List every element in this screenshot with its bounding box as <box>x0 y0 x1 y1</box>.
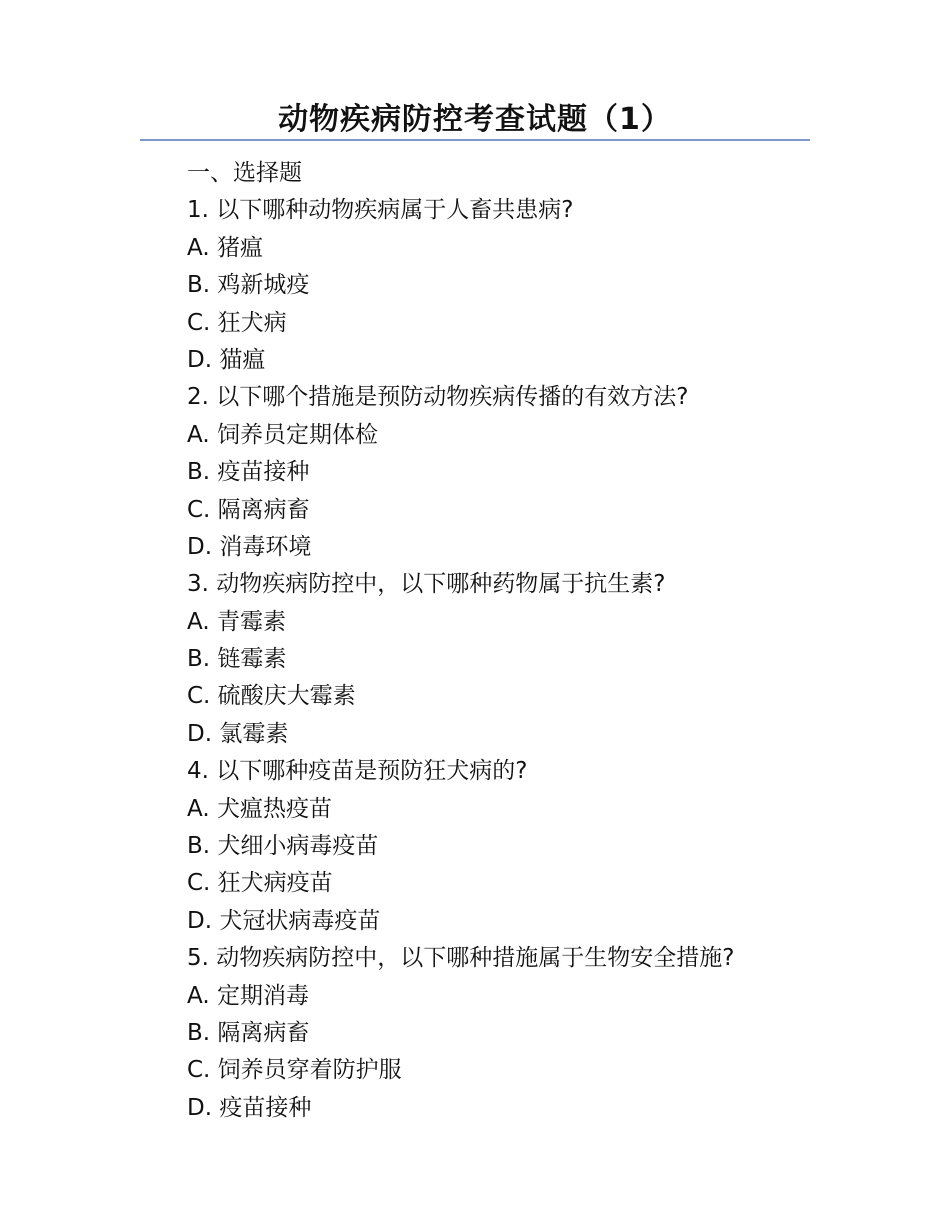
question-2 <box>187 379 887 566</box>
option-c: C. 狂犬病疫苗 <box>187 870 333 897</box>
option-d: D. 氯霉素 <box>187 720 289 747</box>
option-d: D. 犬冠状病毒疫苗 <box>187 907 381 934</box>
option-b: B. 犬细小病毒疫苗 <box>187 833 379 860</box>
option-b: B. 链霉素 <box>187 646 287 673</box>
question-1 <box>187 192 887 379</box>
option-c: C. 硫酸庆大霉素 <box>187 683 356 710</box>
question-stem: 3. 动物疾病防控中，以下哪种药物属于抗生素? <box>187 571 666 598</box>
title-underline <box>140 139 810 141</box>
option-a: A. 青霉素 <box>187 608 286 635</box>
option-d: D. 猫瘟 <box>187 346 266 373</box>
question-4 <box>187 753 887 940</box>
option-b: B. 鸡新城疫 <box>187 272 310 299</box>
option-d: D. 消毒环境 <box>187 533 312 560</box>
option-c: C. 狂犬病 <box>187 309 287 336</box>
document-body <box>187 155 887 1127</box>
document-title: 动物疾病防控考查试题（1） <box>278 102 672 137</box>
question-stem: 2. 以下哪个措施是预防动物疾病传播的有效方法? <box>187 384 689 411</box>
option-a: A. 犬瘟热疫苗 <box>187 795 332 822</box>
option-a: A. 定期消毒 <box>187 982 309 1009</box>
question-stem: 4. 以下哪种疫苗是预防狂犬病的? <box>187 758 528 785</box>
question-stem: 1. 以下哪种动物疾病属于人畜共患病? <box>187 197 574 224</box>
option-d: D. 疫苗接种 <box>187 1094 312 1121</box>
question-3 <box>187 566 887 753</box>
option-b: B. 疫苗接种 <box>187 459 310 486</box>
option-a: A. 猪瘟 <box>187 234 263 261</box>
option-b: B. 隔离病畜 <box>187 1019 310 1046</box>
option-c: C. 饲养员穿着防护服 <box>187 1057 402 1084</box>
option-c: C. 隔离病畜 <box>187 496 310 523</box>
option-a: A. 饲养员定期体检 <box>187 421 378 448</box>
question-5 <box>187 940 887 1127</box>
question-stem: 5. 动物疾病防控中，以下哪种措施属于生物安全措施? <box>187 945 735 972</box>
section-heading: 一、选择题 <box>187 160 302 186</box>
